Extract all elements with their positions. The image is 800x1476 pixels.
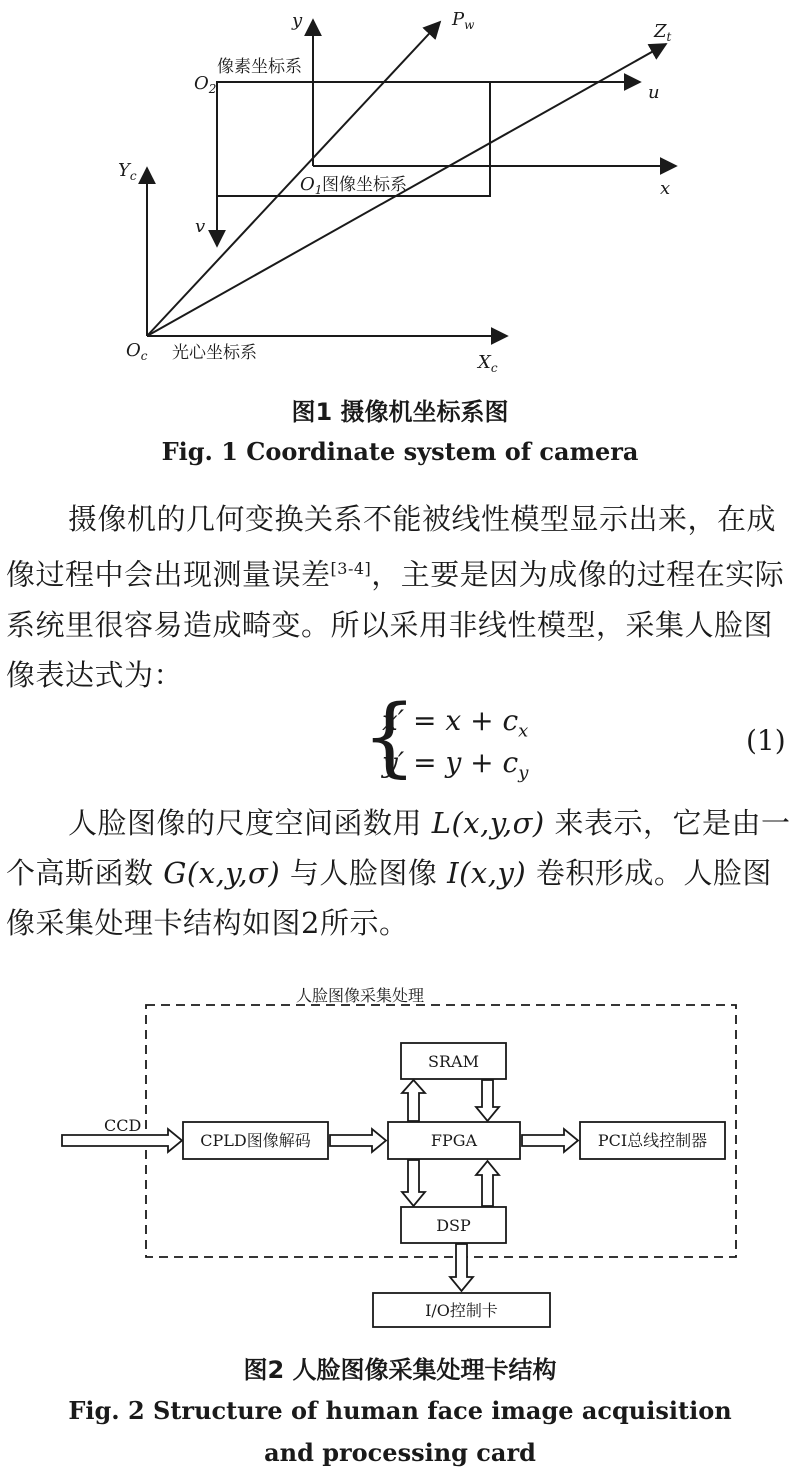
arrow-fpga-pci xyxy=(522,1129,578,1152)
ccd-label: CCD xyxy=(104,1116,142,1135)
dsp-label: DSP xyxy=(436,1216,471,1235)
label-y: y xyxy=(292,10,303,31)
figure-1-caption-cn: 图1 摄像机坐标系图 xyxy=(291,398,509,426)
label-v: v xyxy=(195,216,206,237)
label-xc: $X_c$ xyxy=(478,352,498,375)
label-optical-coord: 光心坐标系 xyxy=(172,343,257,363)
figure-2-block-diagram xyxy=(0,975,800,1345)
label-o1: $O_1$ xyxy=(300,174,323,197)
pci-label: PCI总线控制器 xyxy=(597,1131,708,1150)
label-image-coord: 图像坐标系 xyxy=(322,175,407,195)
arrow-cpld-fpga xyxy=(330,1129,386,1152)
arrow-dsp-io xyxy=(450,1244,473,1291)
label-yc: $Y_c$ xyxy=(118,160,137,183)
citation-ref[interactable]: [3-4] xyxy=(330,559,372,578)
io-label: I/O控制卡 xyxy=(425,1301,498,1320)
label-o2: $O_2$ xyxy=(194,73,217,96)
cpld-label: CPLD图像解码 xyxy=(200,1131,311,1150)
arrow-sram-fpga xyxy=(476,1080,499,1121)
figure-2-caption-cn: 图2 人脸图像采集处理卡结构 xyxy=(243,1356,557,1384)
label-u: u xyxy=(648,82,660,103)
figure-1-caption-en: Fig. 1 Coordinate system of camera xyxy=(161,437,639,466)
arrow-dsp-fpga xyxy=(476,1161,499,1206)
equation-1-number: (1) xyxy=(746,724,786,757)
figure-2-caption-en-line2: and processing card xyxy=(264,1438,536,1467)
label-x: x xyxy=(660,178,671,199)
label-zt: $Z_t$ xyxy=(654,21,672,44)
sram-label: SRAM xyxy=(428,1052,479,1071)
arrow-fpga-sram xyxy=(402,1080,425,1121)
label-pw: $P_w$ xyxy=(452,9,475,32)
figure-1-coordinate-diagram xyxy=(0,0,800,380)
fpga-label: FPGA xyxy=(430,1131,478,1150)
label-oc: $O_c$ xyxy=(126,340,148,363)
paragraph-1: 摄像机的几何变换关系不能被线性模型显示出来，在成像过程中会出现测量误差[3-4]，主要是因为成像的过程在实际系统里很容易造成畸变。所以采用非线性模型，采集人脸图像表达式为： xyxy=(6,502,785,692)
group-label: 人脸图像采集处理 xyxy=(296,986,425,1005)
label-pixel-coord: 像素坐标系 xyxy=(217,57,302,77)
arrow-fpga-dsp xyxy=(402,1160,425,1206)
figure-2-caption-en-line1: Fig. 2 Structure of human face image acquisition xyxy=(68,1396,732,1425)
paragraph-2: 人脸图像的尺度空间函数用 L(x,y,σ) 来表示，它是由一个高斯函数 G(x,y,σ) 与人脸图像 I(x,y) 卷积形成。人脸图像采集处理卡结构如图2所示。 xyxy=(6,806,791,940)
